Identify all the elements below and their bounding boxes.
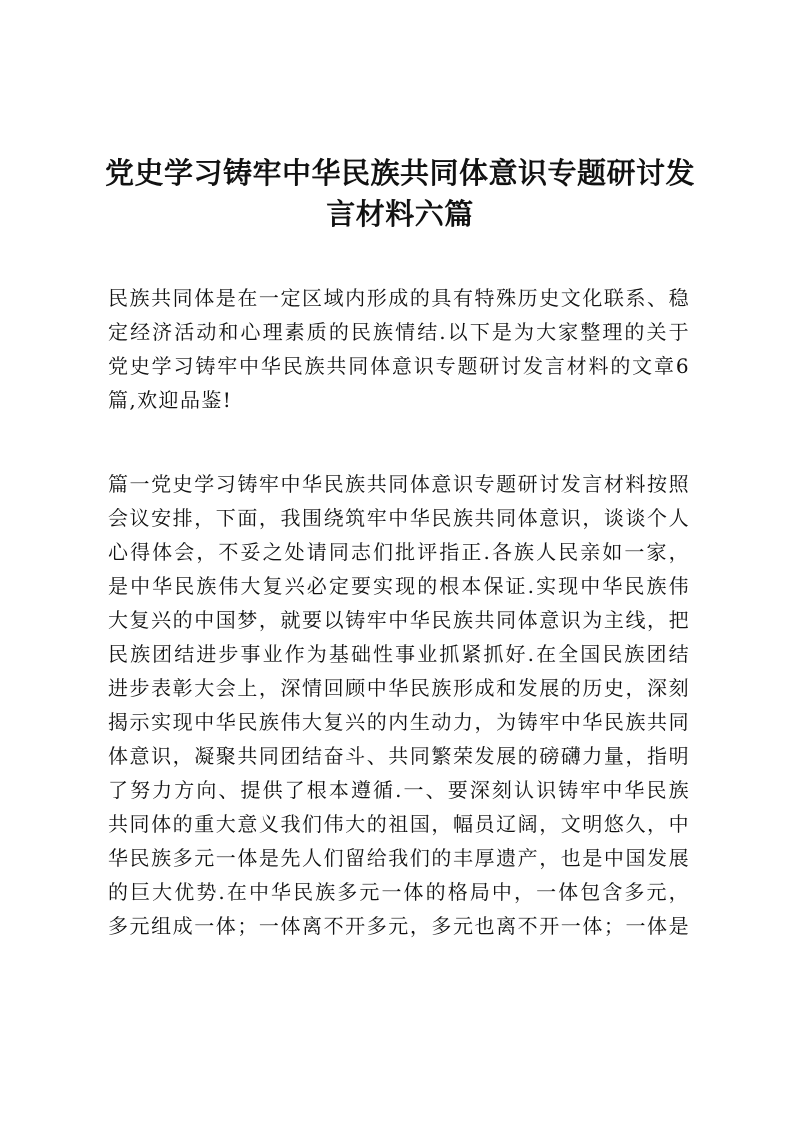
paragraph-line: 党史学习铸牢中华民族共同体意识专题研讨发言材料的文章6 (108, 354, 690, 378)
paragraph-line: 的巨大优势.在中华民族多元一体的格局中，一体包含多元， (108, 880, 690, 904)
document-title (100, 153, 700, 235)
paragraph-line: 进步表彰大会上，深情回顾中华民族形成和发展的历史，深刻 (108, 676, 690, 700)
paragraph-line: 会议安排，下面，我围绕筑牢中华民族共同体意识，谈谈个人 (108, 506, 690, 530)
paragraph-line: 揭示实现中华民族伟大复兴的内生动力，为铸牢中华民族共同 (108, 710, 690, 734)
paragraph-line: 了努力方向、提供了根本遵循.一、要深刻认识铸牢中华民族 (108, 778, 690, 802)
paragraph-line: 大复兴的中国梦，就要以铸牢中华民族共同体意识为主线，把 (108, 608, 690, 632)
paragraph-line: 华民族多元一体是先人们留给我们的丰厚遗产，也是中国发展 (108, 846, 690, 870)
paragraph-line: 是中华民族伟大复兴必定要实现的根本保证.实现中华民族伟 (108, 574, 690, 598)
paragraph-line: 篇,欢迎品鉴! (108, 388, 233, 412)
paragraph-line: 共同体的重大意义我们伟大的祖国，幅员辽阔，文明悠久，中 (108, 812, 690, 836)
paragraph-line: 定经济活动和心理素质的民族情结.以下是为大家整理的关于 (108, 320, 690, 344)
title-line: 言材料六篇 (326, 197, 474, 231)
intro-paragraph (108, 281, 690, 417)
paragraph-line: 篇一党史学习铸牢中华民族共同体意识专题研讨发言材料按照 (108, 472, 690, 496)
paragraph-line: 心得体会，不妥之处请同志们批评指正.各族人民亲如一家， (108, 540, 690, 564)
paragraph-line: 民族共同体是在一定区域内形成的具有特殊历史文化联系、稳 (108, 286, 690, 310)
paragraph-line: 多元组成一体；一体离不开多元，多元也离不开一体；一体是 (108, 914, 690, 938)
paragraph-line: 民族团结进步事业作为基础性事业抓紧抓好.在全国民族团结 (108, 642, 690, 666)
body-paragraph (108, 467, 690, 943)
paragraph-line: 体意识，凝聚共同团结奋斗、共同繁荣发展的磅礴力量，指明 (108, 744, 690, 768)
title-line: 党史学习铸牢中华民族共同体意识专题研讨发 (104, 156, 695, 190)
